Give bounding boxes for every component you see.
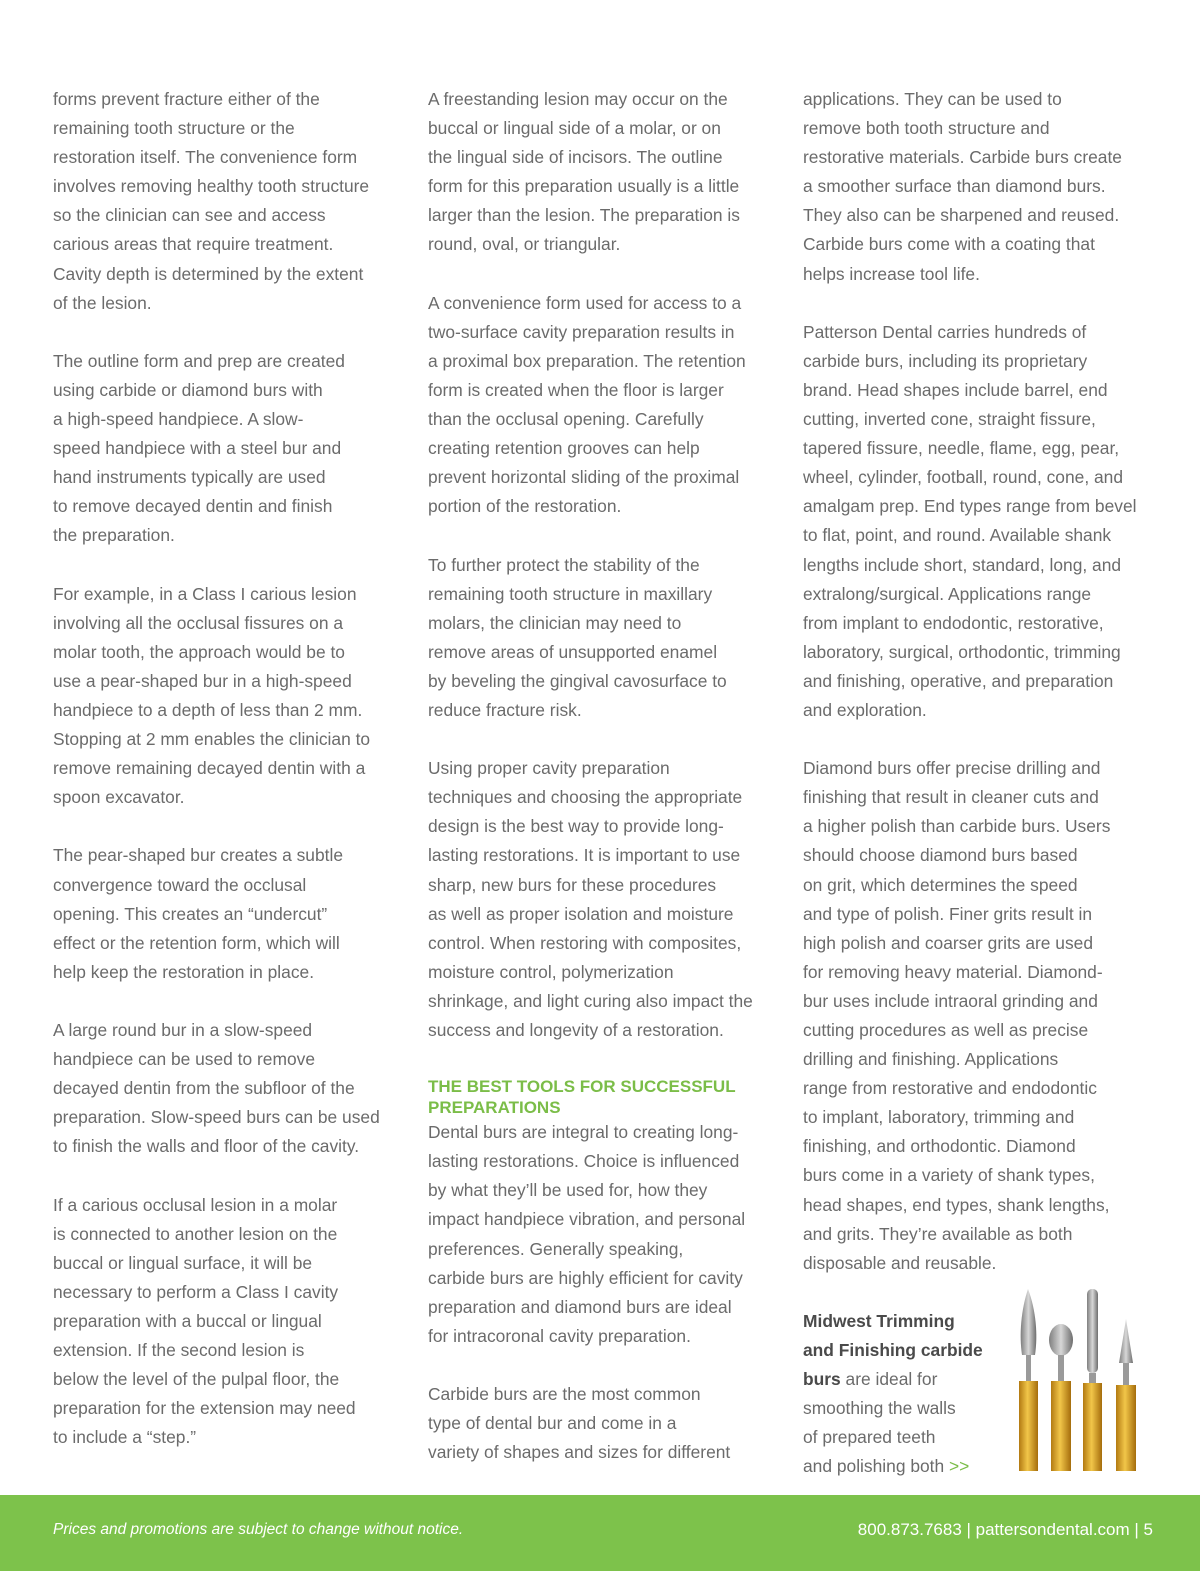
more-arrow-link[interactable]: >> <box>949 1456 970 1477</box>
paragraph: Carbide burs are the most common type of dental bur and come in a variety of shapes and sizes for different <box>428 1384 731 1463</box>
paragraph: A convenience form used for access to a two-surface cavity preparation results in a proximal box preparation. The retention form is created when the floor is larger than the occlusal opening. Carefully creating retention grooves can help prevent horizontal sliding of the proximal portion of the restoration. <box>428 292 746 517</box>
paragraph: Diamond burs offer precise drilling and finishing that result in cleaner cuts and a higher polish than carbide burs. Users should choose diamond burs based on grit, which determines the speed and type of polish. Finer grits result in high polish and coarser grits are used for removing heavy material. Diamond- bur uses include intraoral grinding and cutting procedures as well as precise drilling and finishing. Applications range from restorative and endodontic to implant, laboratory, trimming and finishing, and orthodontic. Diamond burs come in a variety of shank types, head shapes, end types, shank lengths, and grits. They’re available as both disposable and reusable. <box>803 758 1111 1273</box>
paragraph: applications. They can be used to remove both tooth structure and restorative materials. Carbide burs create a smoother surface than diamond burs. They also can be sharpened and reused. Carbide burs come with a coating that helps increase tool life. <box>803 89 1122 284</box>
paragraph: Patterson Dental carries hundreds of carbide burs, including its proprietary brand. Head shapes include barrel, end cutting, inverted cone, straight fissure, tapered fissure, needle, flame, egg, pear, wheel, cylinder, football, round, cone, and amalgam prep. End types range from bevel to flat, point, and round. Available shank lengths include short, standard, long, and extralong/surgical. Applications range from implant to endodontic, restorative, laboratory, surgical, orthodontic, trimming and finishing, operative, and preparation and exploration. <box>803 321 1137 720</box>
paragraph: Dental burs are integral to creating long- lasting restorations. Choice is influenced by what they’ll be used for, how they impact handpiece vibration, and personal preferences. Generally speaking, carbide burs are highly efficient for cavity preparation and diamond burs are ideal for intracoronal cavity preparation. <box>428 1122 746 1346</box>
footer-contact: 800.873.7683 | pattersondental.com | 5 <box>857 1520 1153 1539</box>
product-name: Midwest Trimming and Finishing carbide burs <box>803 1310 983 1390</box>
column-2 <box>428 85 773 1467</box>
paragraph: Using proper cavity preparation techniques and choosing the appropriate design is the best way to provide long- lasting restorations. It is important to use sharp, new burs for these procedures as well as proper isolation and moisture control. When restoring with composites, moisture control, polymerization shrinkage, and light curing also impact the success and longevity of a restoration. <box>428 758 753 1040</box>
footer-bar <box>0 1495 1200 1571</box>
product-description <box>803 1307 1003 1482</box>
paragraph: If a carious occlusal lesion in a molar is connected to another lesion on the buccal or lingual surface, it will be necessary to perform a Class I cavity preparation with a buccal or lingual extension. If the second lesion is below the level of the pulpal floor, the preparation for the extension may need to include a “step.” <box>53 1194 356 1448</box>
paragraph: The outline form and prep are created using carbide or diamond burs with a high-speed handpiece. A slow- speed handpiece with a steel bur and hand instruments typically are used to remove decayed dentin and finish the preparation. <box>53 350 345 546</box>
column-3 <box>803 85 1148 1482</box>
section-heading: THE BEST TOOLS FOR SUCCESSFUL PREPARATIONS <box>428 1077 736 1117</box>
paragraph: The pear-shaped bur creates a subtle convergence toward the occlusal opening. This creates an “undercut” effect or the retention form, which will help keep the restoration in place. <box>53 845 344 982</box>
carbide-burs-image <box>1008 1285 1153 1471</box>
product-callout <box>803 1307 1148 1482</box>
paragraph: To further protect the stability of the remaining tooth structure in maxillary molars, the clinician may need to remove areas of unsupported enamel by beveling the gingival cavosurface to reduce fracture risk. <box>428 554 727 720</box>
paragraph: A large round bur in a slow-speed handpiece can be used to remove decayed dentin from the subfloor of the preparation. Slow-speed burs can be used to finish the walls and floor of the cavity. <box>53 1020 380 1157</box>
paragraph: A freestanding lesion may occur on the buccal or lingual side of a molar, or on the lingual side of incisors. The outline form for this preparation usually is a little larger than the lesion. The preparation is round, oval, or triangular. <box>428 89 740 255</box>
paragraph: For example, in a Class I carious lesion involving all the occlusal fissures on a molar tooth, the approach would be to use a pear-shaped bur in a high-speed handpiece to a depth of less than 2 mm. Stopping at 2 mm enables the clinician to remove remaining decayed dentin with a spoon excavator. <box>53 583 371 808</box>
paragraph: forms prevent fracture either of the remaining tooth structure or the restoration itself. The convenience form involves removing healthy tooth structure so the clinician can see and access carious areas that require treatment. Cavity depth is determined by the extent of the lesion. <box>53 89 370 313</box>
column-1 <box>53 85 401 1452</box>
product-desc: are ideal for smoothing the walls of prepared teeth and polishing both <box>803 1369 956 1477</box>
footer-disclaimer: Prices and promotions are subject to change without notice. <box>53 1521 464 1538</box>
